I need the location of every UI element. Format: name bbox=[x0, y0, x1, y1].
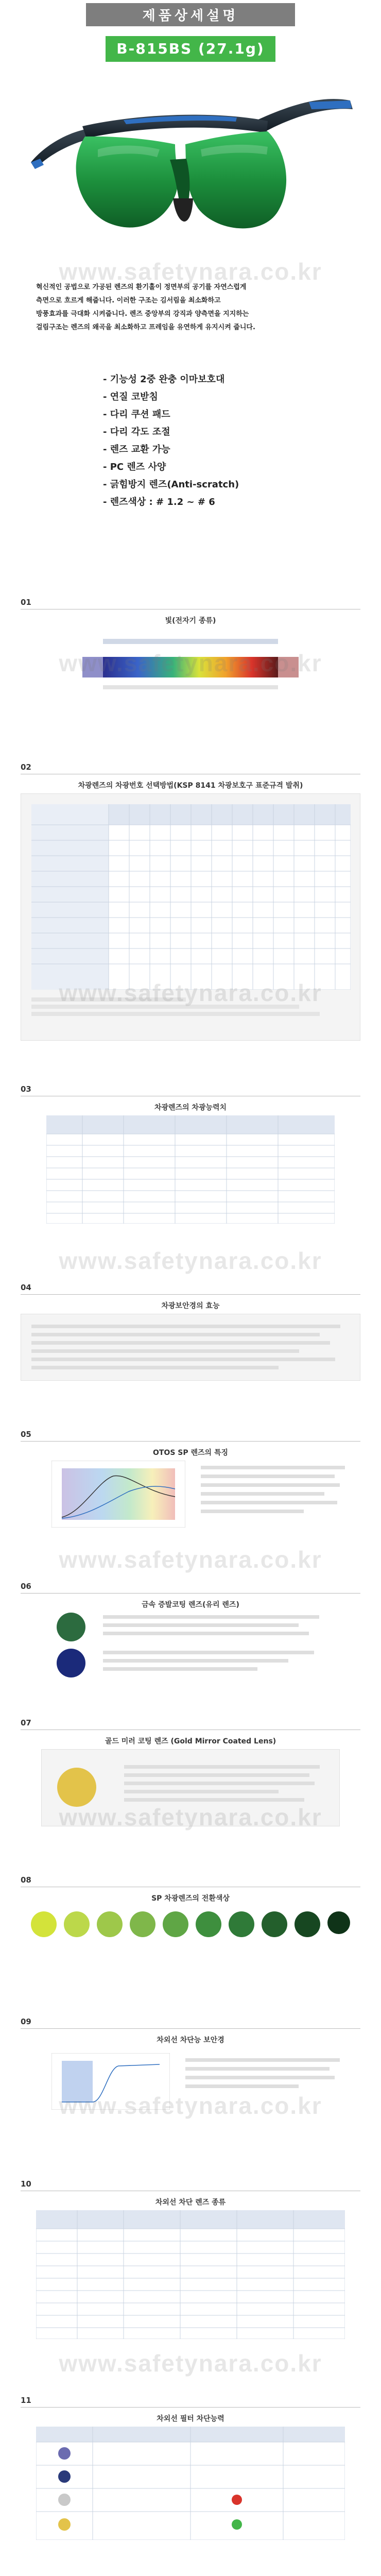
section-05 bbox=[21, 1430, 360, 1533]
feature-item: - 렌즈 교환 가능 bbox=[103, 444, 170, 455]
section-title: 차외선 필터 차단능력 bbox=[157, 2415, 224, 2423]
section-title: 차광렌즈의 차광번호 선택방법(KSP 8141 차광보호구 표준규격 발취) bbox=[78, 782, 303, 790]
section-number: 03 bbox=[21, 1084, 31, 1094]
section-title: 차광렌즈의 차광능력치 bbox=[154, 1104, 227, 1112]
gold-mirror-panel bbox=[41, 1749, 340, 1826]
section-number: 05 bbox=[21, 1430, 31, 1439]
effect-text-panel bbox=[21, 1314, 360, 1381]
feature-item: - 다리 각도 조절 bbox=[103, 427, 170, 437]
header bbox=[0, 0, 381, 26]
intro-text bbox=[36, 281, 345, 334]
watermark: www.safetynara.co.kr bbox=[59, 1546, 322, 1573]
intro-line: 걸림구조는 렌즈의 왜곡을 최소화하고 프레임을 유연하게 유지시켜 줍니다. bbox=[36, 324, 255, 331]
model-badge: B-815BS (27.1g) bbox=[106, 36, 275, 62]
section-09 bbox=[21, 2017, 360, 2130]
feature-item: - PC 렌즈 사양 bbox=[103, 462, 166, 472]
swatch bbox=[97, 1911, 123, 1937]
watermark: www.safetynara.co.kr bbox=[59, 2350, 322, 2377]
product-image bbox=[21, 72, 360, 268]
uv-filter-table bbox=[36, 2427, 345, 2540]
divider bbox=[21, 1294, 360, 1295]
section-number: 11 bbox=[21, 2396, 31, 2405]
swatch bbox=[196, 1911, 221, 1937]
section-number: 07 bbox=[21, 1718, 31, 1727]
divider bbox=[21, 2028, 360, 2029]
spectrum-diagram bbox=[82, 629, 299, 706]
swatch bbox=[262, 1911, 287, 1937]
feature-item: - 긁힘방지 렌즈(Anti-scratch) bbox=[103, 479, 239, 490]
section-number: 08 bbox=[21, 1875, 31, 1885]
table-notes bbox=[31, 997, 340, 1016]
section-08 bbox=[21, 1875, 360, 1978]
section-title: 빛(전자기 종류) bbox=[165, 617, 216, 625]
section-number: 09 bbox=[21, 2017, 31, 2026]
shade-color-swatches bbox=[31, 1911, 350, 1942]
feature-item: - 연질 코받침 bbox=[103, 392, 158, 402]
sp-lens-graph bbox=[51, 1461, 185, 1528]
shade-performance-table bbox=[46, 1115, 335, 1224]
section-number: 01 bbox=[21, 598, 31, 607]
uv-lens-type-table bbox=[36, 2210, 345, 2339]
watermark: www.safetynara.co.kr bbox=[59, 1247, 322, 1274]
intro-line: 혁신적인 공법으로 가공된 렌즈의 환기홀이 정면부의 공기를 자연스럽게 bbox=[36, 283, 247, 291]
section-number: 04 bbox=[21, 1283, 31, 1292]
swatch bbox=[64, 1911, 90, 1937]
section-03 bbox=[21, 1084, 360, 1239]
watermark: www.safetynara.co.kr bbox=[59, 258, 322, 285]
glass-lens-green bbox=[57, 1613, 85, 1641]
swatch bbox=[229, 1911, 254, 1937]
intro-line: 방풍효과를 극대화 시켜줍니다. 렌즈 중앙부의 강직과 양측면을 지지하는 bbox=[36, 310, 249, 318]
feature-item: - 기능성 2중 완충 이마보호대 bbox=[103, 374, 225, 385]
section-title: 차외선 차단능 보안경 bbox=[157, 2036, 224, 2044]
section-title: SP 차광렌즈의 전환색상 bbox=[151, 1894, 230, 1903]
swatch bbox=[130, 1911, 155, 1937]
section-01 bbox=[21, 598, 360, 721]
feature-item: - 렌즈색상 : # 1.2 ~ # 6 bbox=[103, 497, 215, 507]
gold-mirror-text bbox=[124, 1765, 330, 1802]
glass-lens-text bbox=[103, 1615, 330, 1671]
swatch bbox=[327, 1911, 350, 1934]
feature-item: - 다리 쿠션 패드 bbox=[103, 409, 170, 420]
swatch bbox=[295, 1911, 320, 1937]
section-07 bbox=[21, 1718, 360, 1842]
divider bbox=[21, 2407, 360, 2408]
section-number: 02 bbox=[21, 762, 31, 772]
glass-lens-blue bbox=[57, 1649, 85, 1677]
watermark: www.safetynara.co.kr bbox=[59, 2092, 322, 2119]
section-04 bbox=[21, 1283, 360, 1386]
swatch bbox=[31, 1911, 57, 1937]
swatch bbox=[163, 1911, 188, 1937]
section-title: 차외선 차단 렌즈 종류 bbox=[155, 2198, 226, 2207]
divider bbox=[21, 1441, 360, 1442]
intro-line: 측면으로 흐르게 해줍니다. 이러한 구조는 김서림을 최소화하고 bbox=[36, 297, 221, 304]
section-title: OTOS SP 렌즈의 특징 bbox=[152, 1449, 229, 1457]
section-title: 골드 미러 코팅 렌즈 (Gold Mirror Coated Lens) bbox=[105, 1737, 276, 1745]
section-title: 금속 증발코팅 렌즈(유리 렌즈) bbox=[142, 1601, 239, 1609]
effect-text-placeholder bbox=[31, 1325, 351, 1369]
section-number: 06 bbox=[21, 1582, 31, 1591]
divider bbox=[21, 1593, 360, 1594]
section-number: 10 bbox=[21, 2179, 31, 2189]
section-title: 차광보안경의 효능 bbox=[161, 1302, 220, 1310]
section-02 bbox=[21, 762, 360, 1051]
section-06 bbox=[21, 1582, 360, 1685]
uv-block-text bbox=[185, 2058, 350, 2088]
gold-mirror-lens bbox=[57, 1768, 96, 1807]
uv-block-graph bbox=[51, 2053, 170, 2110]
feature-list bbox=[103, 371, 309, 511]
sp-lens-text bbox=[201, 1466, 350, 1513]
page-title: 제품상세설명 bbox=[86, 3, 296, 26]
section-11 bbox=[21, 2396, 360, 2550]
shade-selection-table bbox=[31, 804, 351, 990]
section-10 bbox=[21, 2179, 360, 2360]
shade-selection-table-panel bbox=[21, 793, 360, 1041]
